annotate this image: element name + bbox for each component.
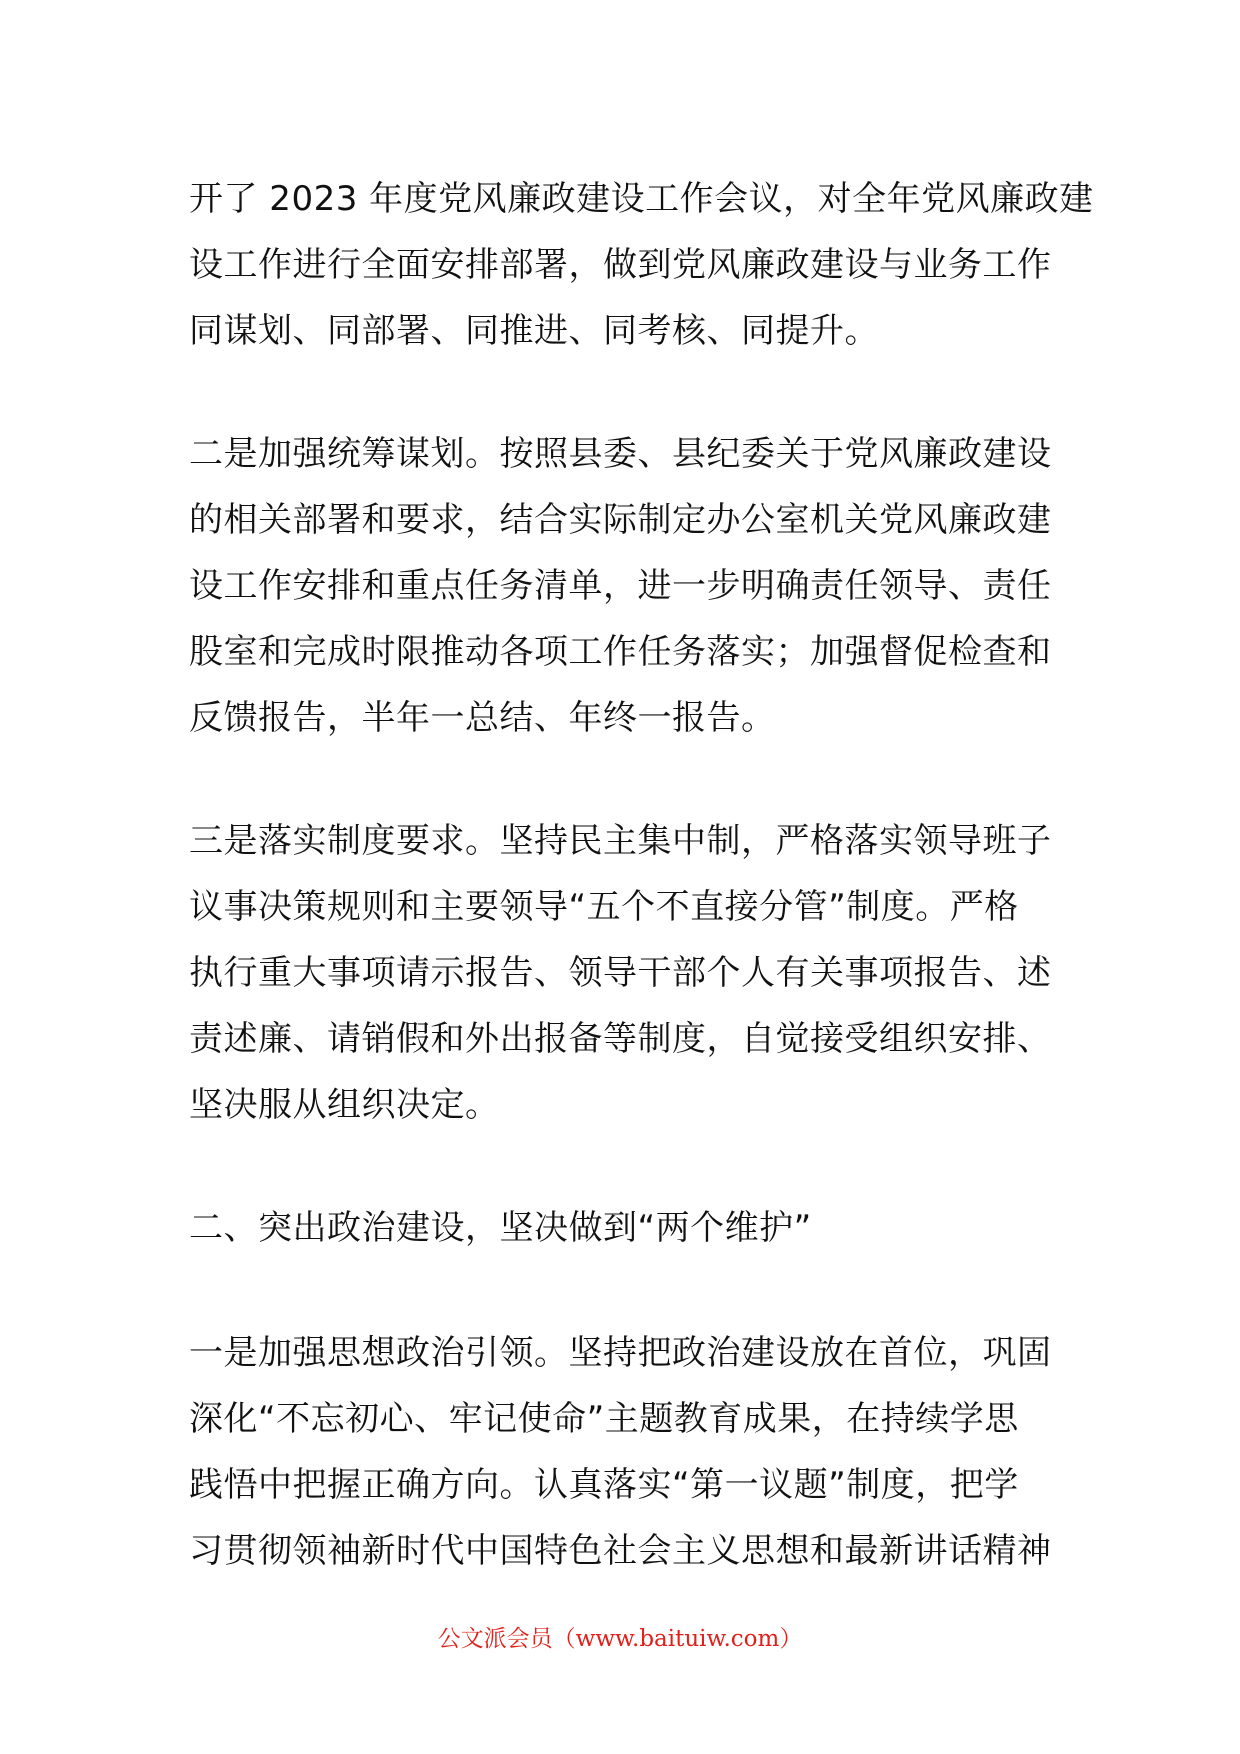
text-line: 坚决服从组织决定。 (189, 1085, 500, 1125)
paragraph-system-requirements (189, 808, 1057, 1138)
paragraph-overall-planning (189, 421, 1057, 751)
text-line: 股室和完成时限推动各项工作任务落实；加强督促检查和 (189, 632, 1052, 672)
text-line: 开了 2023 年度党风廉政建设工作会议，对全年党风廉政建 (189, 179, 1094, 219)
text-line: 深化“不忘初心、牢记使命”主题教育成果，在持续学思 (189, 1399, 1019, 1439)
text-line: 习贯彻领袖新时代中国特色社会主义思想和最新讲话精神 (189, 1531, 1052, 1571)
text-line: 践悟中把握正确方向。认真落实“第一议题”制度，把学 (189, 1465, 1019, 1505)
paragraph-meeting-arrangement (189, 166, 1094, 364)
text-line: 设工作安排和重点任务清单，进一步明确责任领导、责任 (189, 566, 1052, 606)
text-line: 责述廉、请销假和外出报备等制度，自觉接受组织安排、 (189, 1019, 1052, 1059)
text-line: 反馈报告，半年一总结、年终一报告。 (189, 698, 776, 738)
footer-watermark: 公文派会员（www.baituiw.com） (437, 1626, 803, 1652)
paragraph-ideological-guidance (189, 1320, 1057, 1584)
text-line: 三是落实制度要求。坚持民主集中制，严格落实领导班子 (189, 821, 1052, 861)
section-heading (189, 1195, 1057, 1261)
text-line: 的相关部署和要求，结合实际制定办公室机关党风廉政建 (189, 500, 1052, 540)
text-line: 二是加强统筹谋划。按照县委、县纪委关于党风廉政建设 (189, 434, 1052, 474)
text-line: 执行重大事项请示报告、领导干部个人有关事项报告、述 (189, 953, 1052, 993)
section-heading-text: 二、突出政治建设，坚决做到“两个维护” (189, 1208, 812, 1248)
text-line: 同谋划、同部署、同推进、同考核、同提升。 (189, 311, 879, 351)
text-line: 议事决策规则和主要领导“五个不直接分管”制度。严格 (189, 887, 1019, 927)
text-line: 一是加强思想政治引领。坚持把政治建设放在首位，巩固 (189, 1333, 1052, 1373)
text-line: 设工作进行全面安排部署，做到党风廉政建设与业务工作 (189, 245, 1052, 285)
